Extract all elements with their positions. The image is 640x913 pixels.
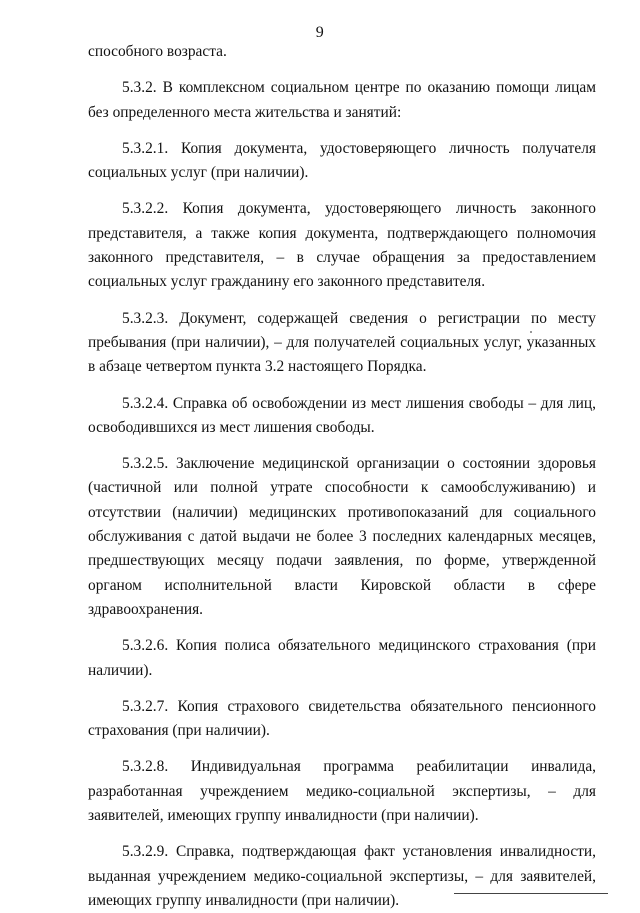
paragraph-5-3-2-6: 5.3.2.6. Копия полиса обязательного медицинского страхования (при наличии).: [88, 637, 596, 679]
paragraph-5-3-2-1: 5.3.2.1. Копия документа, удостоверяющего личность получателя социальных услуг (при наличии).: [88, 139, 596, 182]
paragraph-5-3-2-2: 5.3.2.2. Копия документа, удостоверяющего личность законного представителя, а также копия документа, подтверждающего полномочия законного представителя, – в случае обращения за предоставлением социальных услуг гражданину его законного представителя.: [88, 200, 596, 291]
paragraph-5-3-2-5: 5.3.2.5. Заключение медицинской организации о состоянии здоровья (частичной или полной утрате способности к самообслуживанию) и отсутствии (наличии) медицинских противопоказаний для социального обслуживания с датой выдачи не более 3 последних календарных месяцев, предшествующих месяцу подачи заявления, по форме, утвержденной органом исполнительной власти Кировской области в сфере здравоохранения.: [88, 455, 596, 618]
footer-rule: [454, 893, 608, 894]
paragraph-5-3-2-7: 5.3.2.7. Копия страхового свидетельства обязательного пенсионного страхования (при наличии).: [88, 697, 596, 740]
paragraph-continuation: способного возраста.: [88, 43, 227, 60]
scan-speck: [530, 331, 532, 333]
document-body: [88, 40, 596, 913]
page-number: 9: [315, 24, 325, 41]
paragraph-5-3-2-9: 5.3.2.9. Справка, подтверждающая факт установления инвалидности, выданная учреждением медико-социальной экспертизы, – для заявителей, имеющих группу инвалидности (при наличии).: [88, 843, 596, 909]
paragraph-5-3-2-3: 5.3.2.3. Документ, содержащей сведения о регистрации по месту пребывания (при наличии), – для получателей социальных услуг, указанных в абзаце четвертом пункта 3.2 настоящего Порядка.: [88, 309, 596, 376]
paragraph-5-3-2-8: 5.3.2.8. Индивидуальная программа реабилитации инвалида, разработанная учреждением медико-социальной экспертизы, – для заявителей, имеющих группу инвалидности (при наличии).: [88, 758, 596, 825]
paragraph-5-3-2-4: 5.3.2.4. Справка об освобождении из мест лишения свободы – для лиц, освободившихся из мест лишения свободы.: [88, 394, 596, 436]
paragraph-5-3-2: 5.3.2. В комплексном социальном центре по оказанию помощи лицам без определенного места жительства и занятий:: [88, 79, 596, 121]
